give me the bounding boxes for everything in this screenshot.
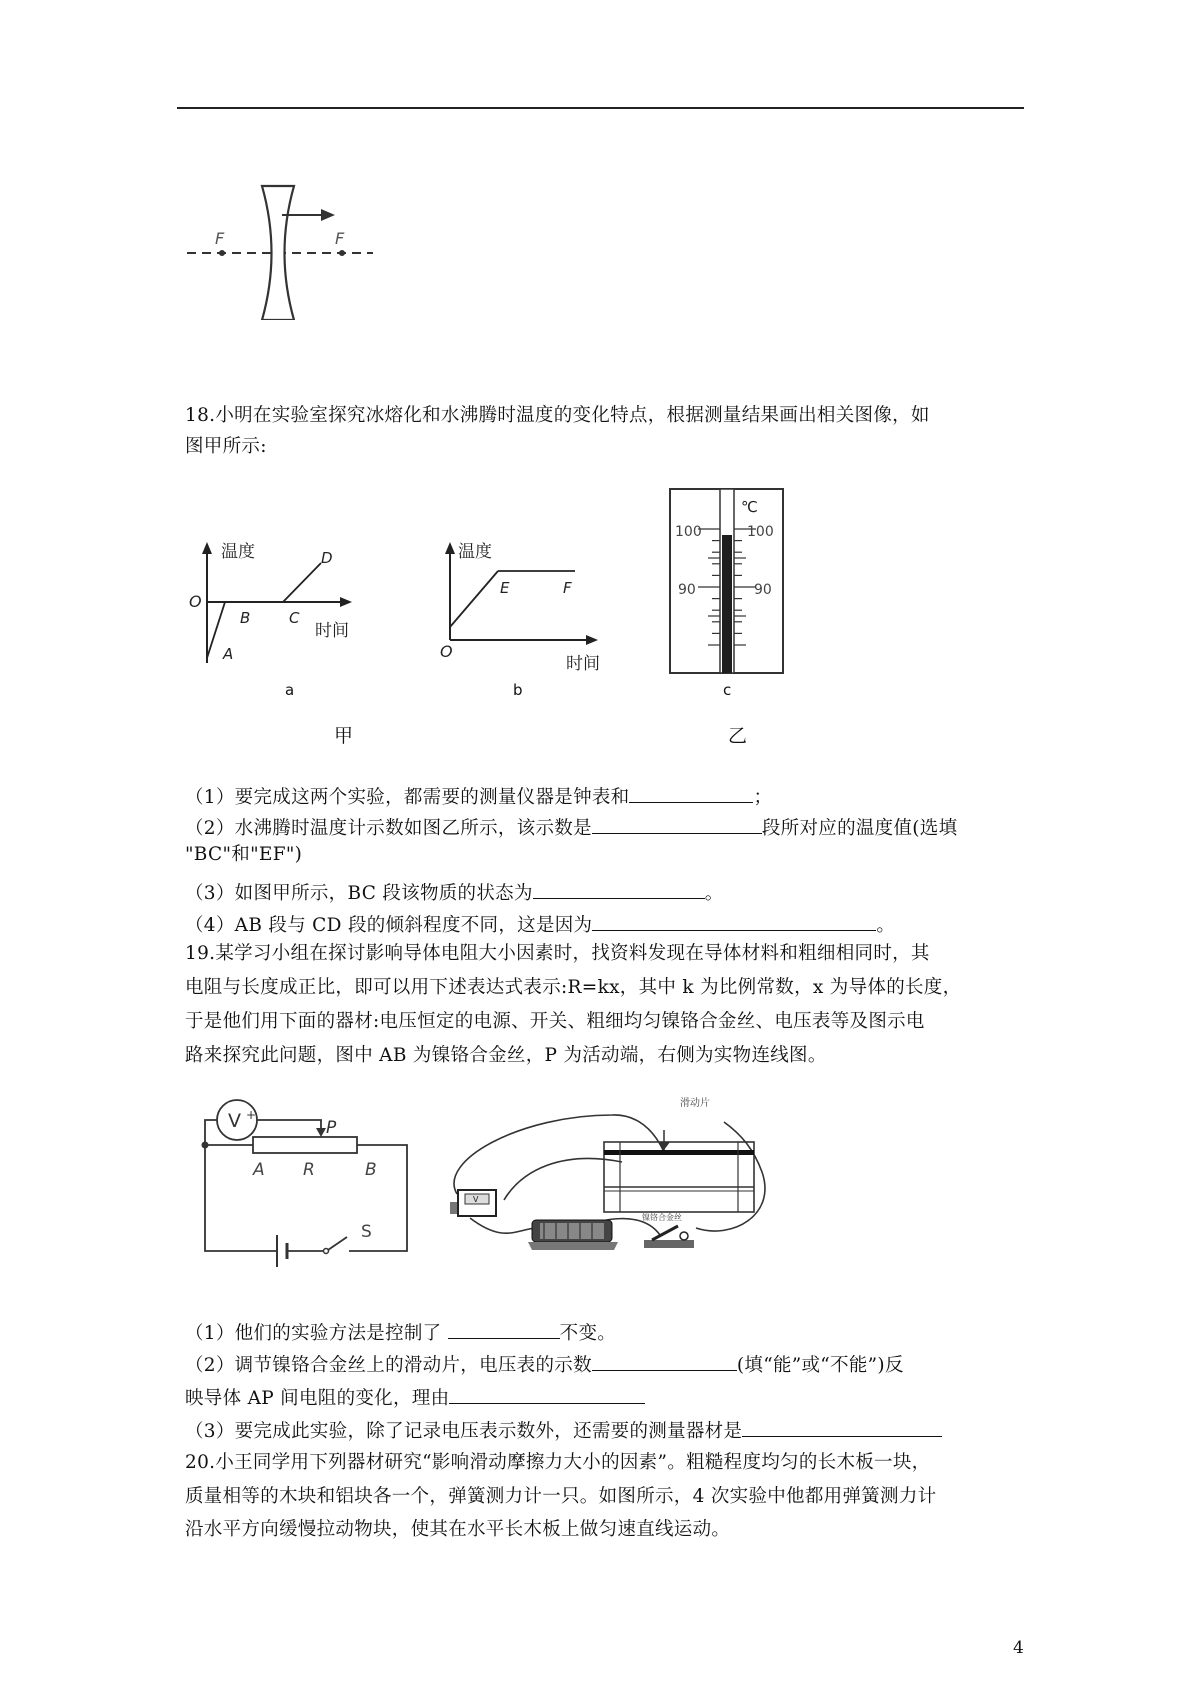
q19-part2-text: （2）调节镍铬合金丝上的滑动片，电压表的示数 [185,1355,592,1376]
q19-part2-reason-blank[interactable] [449,1385,645,1404]
q18-part4-blank[interactable] [592,912,876,931]
q18-part2-end: 段所对应的温度值(选填 [761,818,958,839]
q20-line1: 20.小王同学用下列器材研究“影响滑动摩擦力大小的因素”。粗糙程度均匀的长木板一块， [185,1452,931,1473]
q18-part1-blank[interactable] [629,784,753,803]
q18-intro-line1: 18.小明在实验室探究冰熔化和水沸腾时温度的变化特点，根据测量结果画出相关图像，如 [185,405,930,426]
q19-part2 [185,1352,904,1378]
q19-part1 [185,1320,616,1346]
q18-intro-line2: 图甲所示: [185,436,267,457]
q19-line1: 19.某学习小组在探讨影响导体电阻大小因素时，找资料发现在导体材料和粗细相同时，其 [185,943,930,964]
q18-part2-blank[interactable] [592,815,762,834]
q20-line3: 沿水平方向缓慢拉动物块，使其在水平长木板上做匀速直线运动。 [185,1519,731,1540]
graph-b-origin: O [440,642,453,661]
q18-part4-text: （4）AB 段与 CD 段的倾斜程度不同，这是因为 [185,915,593,936]
svg-text:V: V [473,1195,479,1204]
graph-a-origin: O [189,592,202,611]
end-b-label: B [365,1160,377,1180]
caption-jia: 甲 [334,725,354,747]
graph-a-point-b: B [240,609,251,627]
focus-right-label: F [335,229,345,248]
q19-part3-text: （3）要完成此实验，除了记录电压表示数外，还需要的测量器材是 [185,1421,743,1442]
graph-a-ylabel: 温度 [221,542,255,562]
caption-yi: 乙 [728,725,748,747]
q18-part1-text: （1）要完成这两个实验，都需要的测量仪器是钟表和 [185,787,630,808]
q20-line2: 质量相等的木块和铝块各一个，弹簧测力计一只。如图所示，4 次实验中他都用弹簧测力计 [185,1486,937,1507]
caption-a: a [285,681,295,699]
slider-p-label: P [326,1118,337,1138]
q19-part2-reason-text: 映导体 AP 间电阻的变化，理由 [185,1388,450,1409]
end-a-label: A [253,1160,265,1180]
thermometer-100-left: 100 [675,524,702,540]
q19-part3 [185,1418,942,1444]
q19-line3: 于是他们用下面的器材:电压恒定的电源、开关、粗细均匀镍铬合金丝、电压表等及图示电 [185,1011,925,1032]
physical-circuit-photo [432,1090,782,1270]
q18-part3-text: （3）如图甲所示，BC 段该物质的状态为 [185,883,533,904]
voltmeter-label: V [228,1110,241,1132]
thermometer [668,487,785,675]
graph-a-point-a: A [223,645,234,663]
switch-s-label: S [361,1222,372,1242]
focus-left-label: F [215,229,225,248]
q18-part2-text: （2）水沸腾时温度计示数如图乙所示，该示数是 [185,818,592,839]
q18-part1-end: ； [753,787,773,808]
q18-part3 [185,880,724,906]
q19-part3-blank[interactable] [742,1418,942,1437]
graph-b-point-e: E [500,579,510,597]
thermometer-unit: ℃ [741,498,758,516]
graph-a-point-d: D [321,549,333,567]
concave-lens-figure [185,180,375,320]
q19-part2-blank[interactable] [592,1352,737,1371]
graph-a-ice-melting [185,535,355,665]
q19-part1-blank[interactable] [448,1320,560,1339]
q18-part3-blank[interactable] [533,880,705,899]
thermometer-90-right: 90 [754,582,772,598]
thermometer-100-right: 100 [747,524,774,540]
q18-part4-end: 。 [876,915,896,936]
q19-line2: 电阻与长度成正比，即可以用下述表达式表示:R=kx，其中 k 为比例常数，x 为导体的长度， [185,977,962,998]
q18-part2 [185,815,957,841]
photo-slider-label: 滑动片 [680,1098,710,1109]
resistor-r-label: R [303,1160,315,1180]
svg-text:+: + [246,1108,257,1122]
q19-line4: 路来探究此问题，图中 AB 为镍铬合金丝，P 为活动端，右侧为实物连线图。 [185,1045,827,1066]
page-number: 4 [1013,1638,1024,1658]
q19-part1-end: 不变。 [559,1323,617,1344]
graph-b-ylabel: 温度 [458,542,492,562]
q19-part2-end: (填“能”或“不能”)反 [736,1355,904,1376]
graph-a-xlabel: 时间 [315,621,349,641]
circuit-diagram [195,1085,420,1270]
photo-wire-label: 镍铬合金丝 [642,1213,682,1222]
graph-b-xlabel: 时间 [566,654,600,674]
q19-part1-text: （1）他们的实验方法是控制了 [185,1323,448,1344]
graph-b-water-boiling [430,535,610,680]
graph-a-point-c: C [289,609,300,627]
graph-b-point-f: F [563,579,572,597]
q18-part2-line2: "BC"和"EF") [185,844,303,865]
q19-part2-line2 [185,1385,645,1411]
header-rule [177,107,1024,109]
caption-c: c [723,681,732,699]
thermometer-90-left: 90 [678,582,696,598]
q18-part4 [185,912,895,938]
q18-part1 [185,784,772,810]
caption-b: b [513,681,523,699]
q18-part3-end: 。 [704,883,724,904]
